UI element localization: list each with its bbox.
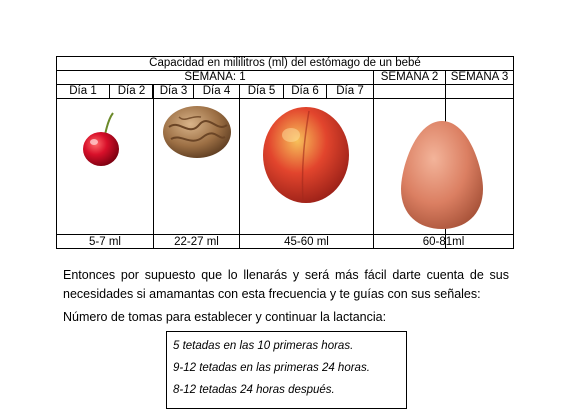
table-divider — [153, 84, 154, 248]
day-5-header: Día 5 — [247, 85, 276, 97]
stomach-capacity-table — [56, 56, 514, 249]
table-title: Capacidad en mililitros (ml) del estómago de un bebé — [149, 57, 421, 69]
paragraph-line: necesidades si amamantas con esta frecuencia y te guías con sus señales: — [63, 287, 481, 301]
table-divider — [239, 84, 240, 248]
cherry-icon — [77, 111, 125, 171]
paragraph-line: Número de tomas para establecer y continuar la lactancia: — [63, 310, 387, 324]
table-divider — [373, 84, 374, 98]
egg-icon — [399, 119, 485, 231]
capacity-cell: 5-7 ml — [89, 236, 121, 248]
walnut-icon — [161, 103, 233, 161]
day-3-header: Día 3 — [159, 85, 188, 97]
day-2-header: Día 2 — [117, 85, 146, 97]
feeding-frequency-box — [166, 331, 407, 409]
feeding-item: 8-12 tetadas 24 horas después. — [173, 384, 335, 396]
day-4-header: Día 4 — [202, 85, 231, 97]
capacity-cell: 22-27 ml — [174, 236, 219, 248]
day-1-header: Día 1 — [69, 85, 97, 97]
day-7-header: Día 7 — [336, 85, 364, 97]
feeding-item: 9-12 tetadas en las primeras 24 horas. — [173, 362, 370, 374]
peach-icon — [261, 105, 351, 205]
week-1-header: SEMANA: 1 — [184, 71, 246, 83]
day-6-header: Día 6 — [291, 85, 319, 97]
capacity-cell: 60-81ml — [422, 236, 465, 248]
paragraph-line: Entonces por supuesto que lo llenarás y será más fácil darte cuenta de sus — [63, 268, 509, 282]
week-3-header: SEMANA 3 — [450, 71, 509, 83]
capacity-cell: 45-60 ml — [284, 236, 329, 248]
feeding-item: 5 tetadas en las 10 primeras horas. — [173, 340, 354, 352]
week-2-header: SEMANA 2 — [380, 71, 439, 83]
